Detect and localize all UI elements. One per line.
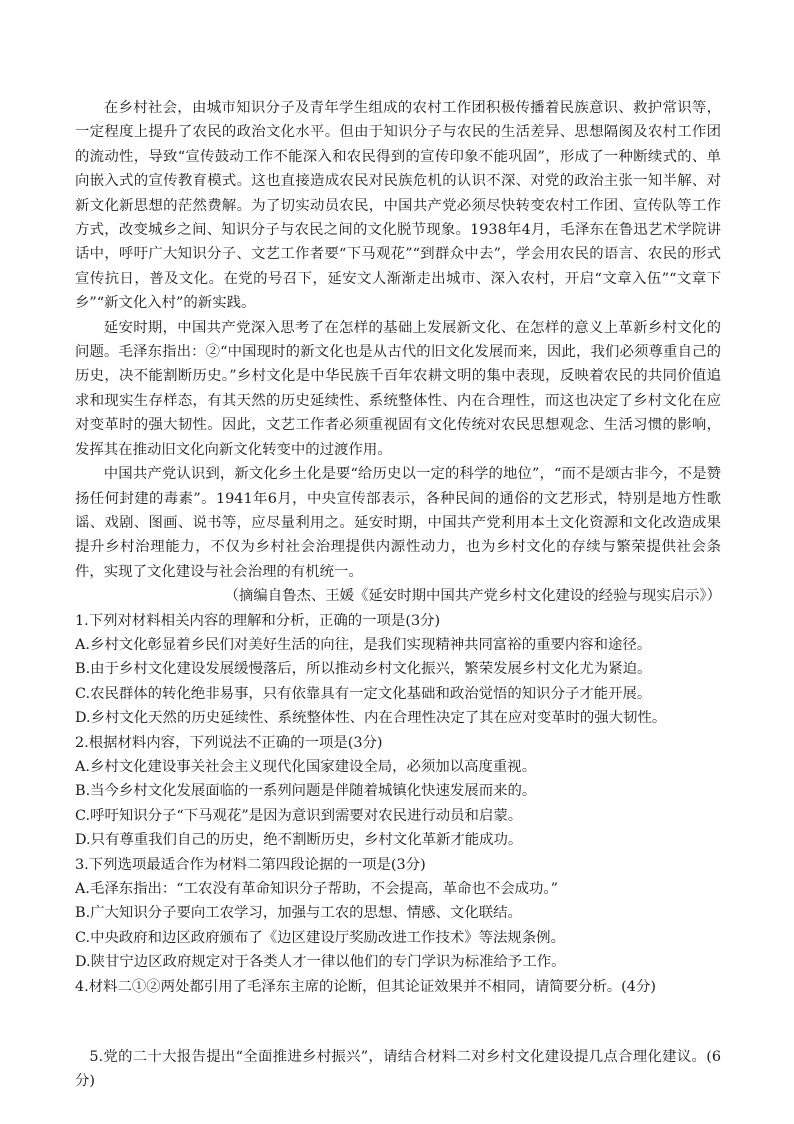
question-5: 5.党的二十大报告提出“全面推进乡村振兴”，请结合材料二对乡村文化建设提几点合理化建议。(6分) (75, 1049, 721, 1090)
source-citation: （摘编自鲁杰、王媛《延安时期中国共产党乡村文化建设的经验与现实启示》） (224, 588, 721, 605)
paragraph-3: 中国共产党认识到，新文化乡土化是要“给历史以一定的科学的地位”，“而不是颂古非今，不是赞扬任何封建的毒素”。1941年6月，中央宣传部表示，各种民间的通俗的文艺形式，特别是地方性歌谣、戏剧、图画、说书等，应尽量利用之。延安时期，中国共产党利用本土文化资源和文化改造成果提升乡村治理能力，不仅为乡村社会治理提供内源性动力，也为乡村文化的存续与繁荣提供社会条件，实现了文化建设与社会治理的有机统一。 (75, 466, 721, 580)
option-b: B.当今乡村文化发展面临的一系列问题是伴随着城镇化快速发展而来的。 (75, 783, 537, 800)
question-stem: 2.根据材料内容，下列说法不正确的一项是(3分) (75, 734, 383, 751)
option-d: D.乡村文化天然的历史延续性、系统整体性、内在合理性决定了其在应对变革时的强大韧性。 (75, 710, 667, 727)
question-3 (75, 853, 721, 975)
option-c: C.农民群体的转化绝非易事，只有依靠具有一定文化基础和政治觉悟的知识分子才能开展。 (75, 685, 652, 702)
option-c: C.呼吁知识分子“下马观花”是因为意识到需要对农民进行动员和启蒙。 (75, 807, 523, 824)
paragraph-2: 延安时期，中国共产党深入思考了在怎样的基础上发展新文化、在怎样的意义上革新乡村文化的问题。毛泽东指出：②“中国现时的新文化也是从古代的旧文化发展而来，因此，我们必须尊重自己的历史，决不能割断历史。”乡村文化是中华民族千百年农耕文明的集中表现，反映着农民的共同价值追求和现实生存样态，有其天然的历史延续性、系统整体性、内在合理性，而这也决定了乡村文化在应对变革时的强大韧性。因此，文艺工作者必须重视固有文化传统对农民思想观念、生活习惯的影响，发挥其在推动旧文化向新文化转变中的过渡作用。 (75, 319, 721, 458)
option-b: B.广大知识分子要向工农学习，加强与工农的思想、情感、文化联结。 (75, 905, 522, 922)
paragraph-1: 在乡村社会，由城市知识分子及青年学生组成的农村工作团积极传播着民族意识、救护常识等，一定程度上提升了农民的政治文化水平。但由于知识分子与农民的生活差异、思想隔阂及农村工作团的流动性，导致“宣传鼓动工作不能深入和农民得到的宣传印象不能巩固”，形成了一种断续式的、单向嵌入式的宣传教育模式。这也直接造成农民对民族危机的认识不深、对党的政治主张一知半解、对新文化新思想的茫然费解。为了切实动员农民，中国共产党必须尽快转变农村工作团、宣传队等工作方式，改变城乡之间、知识分子与农民之间的文化脱节现象。1938年4月，毛泽东在鲁迅艺术学院讲话中，呼吁广大知识分子、文艺工作者要“下马观花”“到群众中去”，学会用农民的语言、农民的形式宣传抗日，普及文化。在党的号召下，延安文人渐渐走出城市、深入农村，开启“文章入伍”“文章下乡”“新文化入村”的新实践。 (75, 100, 721, 312)
document-page (75, 96, 721, 1094)
option-a: A.毛泽东指出：“工农没有革命知识分子帮助，不会提高，革命也不会成功。” (75, 881, 558, 897)
question-stem: 4.材料二①②两处都引用了毛泽东主席的论断，但其论证效果并不相同，请简要分析。(4分) (75, 978, 656, 995)
option-d: D.陕甘宁边区政府规定对于各类人才一律以他们的专门学识为标准给予工作。 (75, 954, 566, 971)
question-stem: 1.下列对材料相关内容的理解和分析，正确的一项是(3分) (75, 612, 441, 629)
question-stem: 3.下列选项最适合作为材料二第四段论据的一项是(3分) (75, 856, 426, 873)
option-c: C.中央政府和边区政府颁布了《边区建设厅奖励改进工作技术》等法规条例。 (75, 929, 565, 946)
option-b: B.由于乡村文化建设发展缓慢落后，所以推动乡村文化振兴，繁荣发展乡村文化尤为紧迫。 (75, 661, 652, 678)
question-1 (75, 609, 721, 731)
option-d: D.只有尊重我们自己的历史，绝不割断历史，乡村文化革新才能成功。 (75, 832, 523, 849)
question-4 (75, 975, 721, 999)
question-2 (75, 731, 721, 853)
option-a: A.乡村文化建设事关社会主义现代化国家建设全局，必须加以高度重视。 (75, 758, 537, 775)
option-a: A.乡村文化彰显着乡民们对美好生活的向往，是我们实现精神共同富裕的重要内容和途径。 (75, 636, 652, 653)
answer-space (75, 999, 721, 1045)
